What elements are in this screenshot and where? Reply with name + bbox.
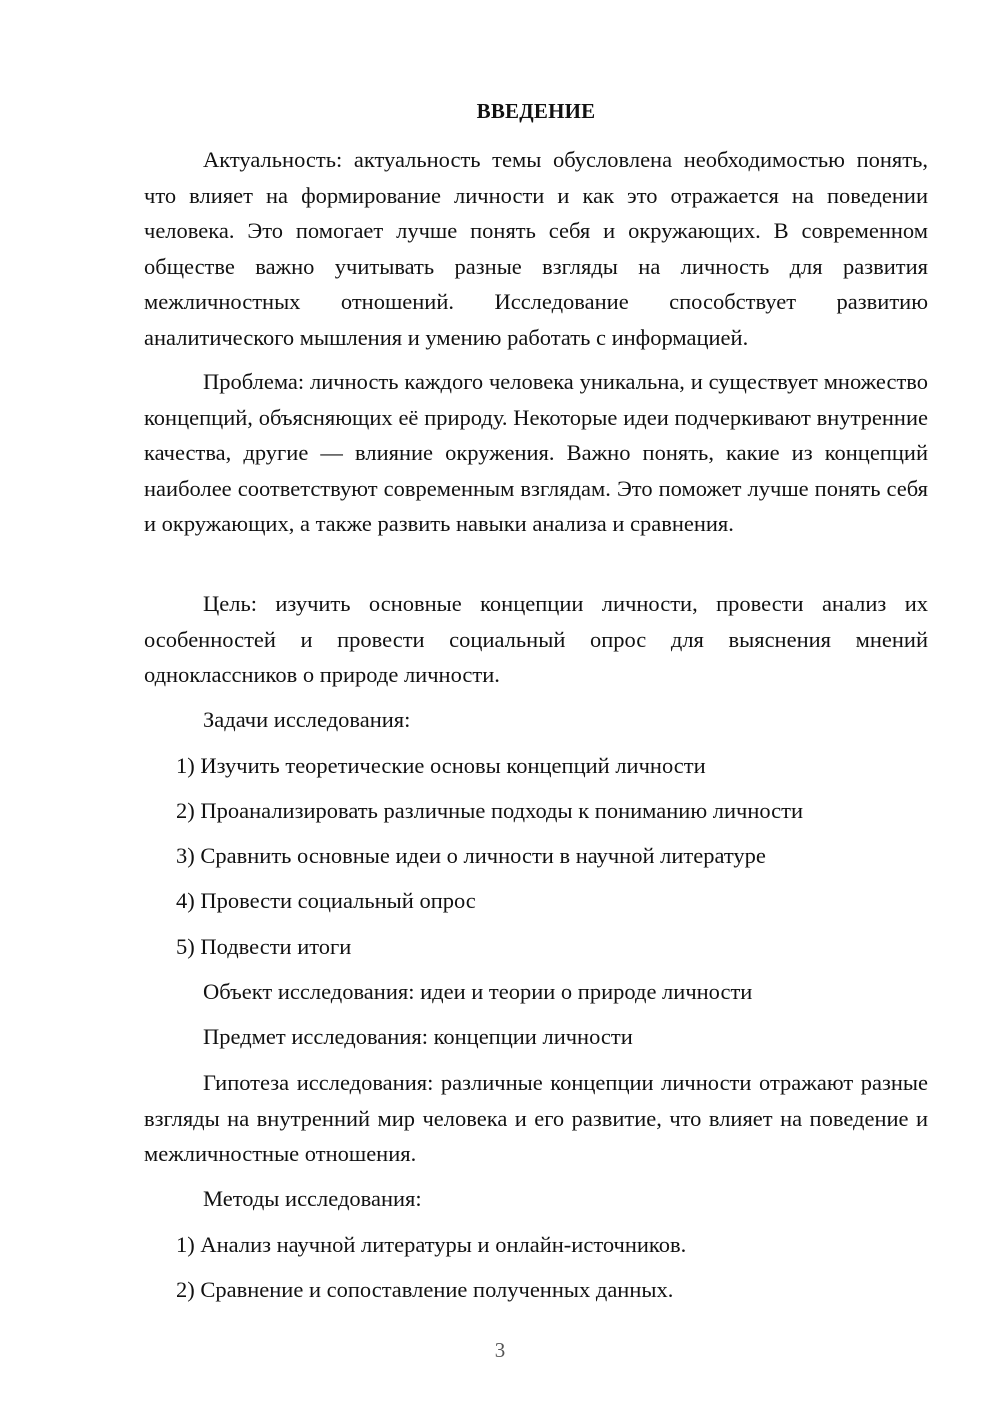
problem-paragraph: Проблема: личность каждого человека уникальна, и существует множество концепций, объясняющих её природу. Некоторые идеи подчеркивают внутренние качества, другие — влияние окружения. Важно понять, какие из концепций наиболее соответствуют современным взглядам. Это поможет лучше понять себя и окружающих, а также развить навыки анализа и сравнения. [144, 369, 928, 536]
goal-paragraph: Цель: изучить основные концепции личности, провести анализ их особенностей и провести социальный опрос для выяснения мнений одноклассников о природе личности. [144, 591, 928, 687]
method-item: 2) Сравнение и сопоставление полученных данных. [176, 1277, 674, 1302]
page-number: 3 [494, 1338, 506, 1362]
task-item: 2) Проанализировать различные подходы к пониманию личности [176, 798, 804, 823]
relevance-paragraph: Актуальность: актуальность темы обусловлена необходимостью понять, что влияет на формирование личности и как это отражается на поведении человека. Это помогает лучше понять себя и окружающих. В современном обществе важно учитывать разные взгляды на личность для развития межличностных отношений. Исследование способствует развитию аналитического мышления и умению работать с информацией. [144, 147, 928, 350]
hypothesis-paragraph: Гипотеза исследования: различные концепции личности отражают разные взгляды на внутренний мир человека и его развитие, что влияет на поведение и межличностные отношения. [144, 1070, 928, 1166]
task-item: 5) Подвести итоги [176, 934, 352, 959]
task-item: 1) Изучить теоретические основы концепций личности [176, 753, 706, 778]
tasks-title: Задачи исследования: [203, 707, 411, 732]
section-heading: ВВЕДЕНИЕ [476, 99, 596, 123]
method-item: 1) Анализ научной литературы и онлайн-источников. [176, 1232, 687, 1257]
task-item: 4) Провести социальный опрос [176, 888, 476, 913]
research-object: Объект исследования: идеи и теории о природе личности [203, 979, 753, 1004]
methods-title: Методы исследования: [203, 1186, 422, 1211]
research-subject: Предмет исследования: концепции личности [203, 1024, 633, 1049]
task-item: 3) Сравнить основные идеи о личности в научной литературе [176, 843, 766, 868]
